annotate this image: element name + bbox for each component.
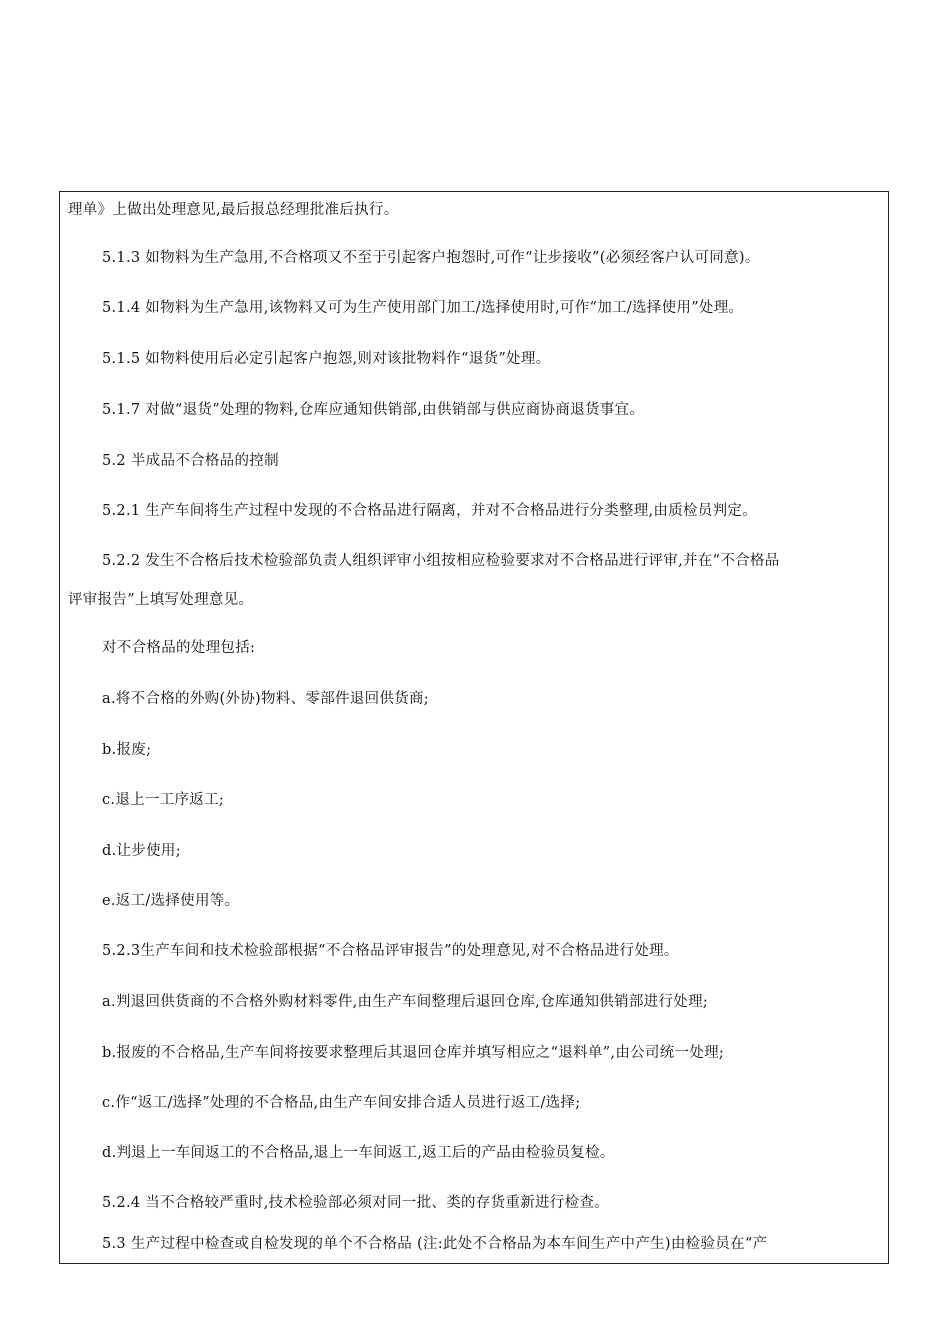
list-item: b.报废; xyxy=(102,742,152,758)
list-item: b.报废的不合格品,生产车间将按要求整理后其退回仓库并填写相应之“退料单”,由公司统一处理; xyxy=(102,1045,725,1061)
list-item: c.退上一工序返工; xyxy=(102,792,225,808)
text-line: 5.2.3生产车间和技术检验部根据“不合格品评审报告”的处理意见,对不合格品进行处理。 xyxy=(102,943,679,959)
text-line: 5.1.4 如物料为生产急用,该物料又可为生产使用部门加工/选择使用时,可作“加工/选择使用”处理。 xyxy=(102,300,744,316)
text-line: 理单》上做出处理意见,最后报总经理批准后执行。 xyxy=(68,202,399,218)
text-line: 5.2.4 当不合格较严重时,技术检验部必须对同一批、类的存货重新进行检查。 xyxy=(102,1195,610,1211)
list-item: a.将不合格的外购(外协)物料、零部件退回供货商; xyxy=(102,691,429,707)
list-item: d.让步使用; xyxy=(102,843,181,859)
section-heading: 5.2 半成品不合格品的控制 xyxy=(102,453,279,469)
text-line: 评审报告”上填写处理意见。 xyxy=(68,592,254,608)
text-line: 5.1.7 对做“退货”处理的物料,仓库应通知供销部,由供销部与供应商协商退货事宜。 xyxy=(102,402,645,418)
text-line: 5.1.5 如物料使用后必定引起客户抱怨,则对该批物料作“退货”处理。 xyxy=(102,351,551,367)
text-line: 5.1.3 如物料为生产急用,不合格项又不至于引起客户抱怨时,可作“让步接收”(必须经客户认可同意)。 xyxy=(102,250,760,266)
text-line: 5.2.2 发生不合格后技术检验部负责人组织评审小组按相应检验要求对不合格品进行评审,并在“不合格品 xyxy=(102,553,780,569)
document-frame xyxy=(59,191,889,1264)
list-item: d.判退上一车间返工的不合格品,退上一车间返工,返工后的产品由检验员复检。 xyxy=(102,1145,615,1161)
text-line: 5.3 生产过程中检查或自检发现的单个不合格品 (注:此处不合格品为本车间生产中产生)由检验员在“产 xyxy=(102,1236,768,1252)
list-item: e.返工/选择使用等。 xyxy=(102,893,240,909)
list-item: a.判退回供货商的不合格外购材料零件,由生产车间整理后退回仓库,仓库通知供销部进行处理; xyxy=(102,994,709,1010)
text-line: 5.2.1 生产车间将生产过程中发现的不合格品进行隔离，并对不合格品进行分类整理,由质检员判定。 xyxy=(102,503,758,519)
text-line: 对不合格品的处理包括: xyxy=(102,640,256,656)
list-item: c.作“返工/选择”处理的不合格品,由生产车间安排合适人员进行返工/选择; xyxy=(102,1095,581,1111)
